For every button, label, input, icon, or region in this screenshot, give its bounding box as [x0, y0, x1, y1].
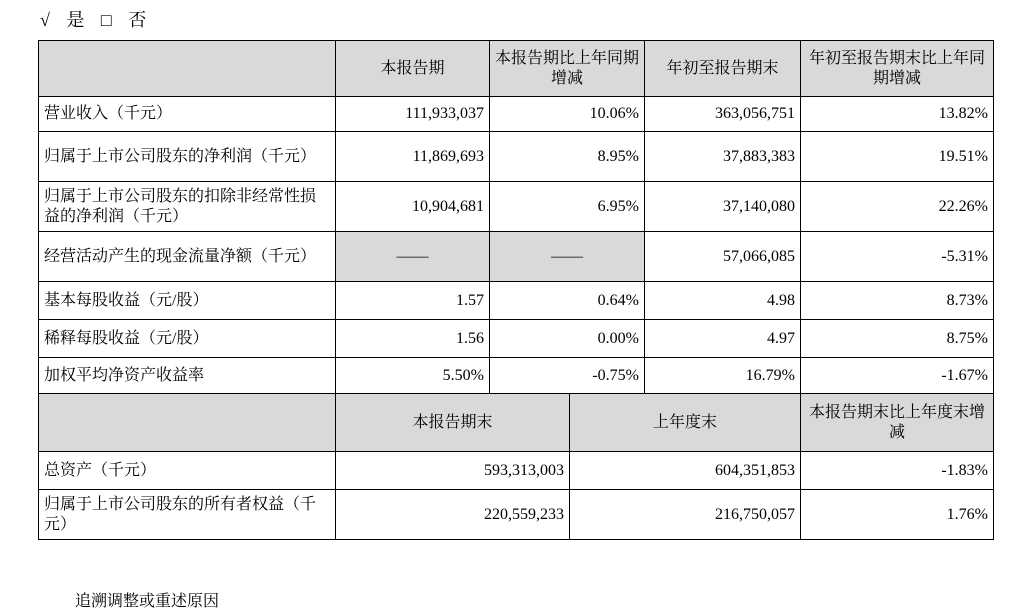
- header-ytd-yoy: 年初至报告期末比上年同期增减: [801, 41, 994, 97]
- value-cell: 604,351,853: [570, 452, 801, 490]
- value-cell: -1.83%: [801, 452, 994, 490]
- table-row: [39, 282, 994, 320]
- header-current-period-yoy: 本报告期比上年同期增减: [490, 41, 645, 97]
- value-cell: 0.64%: [490, 282, 645, 320]
- value-cell: 216,750,057: [570, 490, 801, 540]
- table-row: [39, 97, 994, 132]
- table-subheader-row: [39, 394, 994, 452]
- row-label: 归属于上市公司股东的所有者权益（千元）: [39, 490, 336, 540]
- value-cell: 10,904,681: [336, 182, 490, 232]
- header-blank-cell: [39, 41, 336, 97]
- value-cell: 220,559,233: [336, 490, 570, 540]
- table-row: [39, 232, 994, 282]
- table-row: [39, 490, 994, 540]
- financial-data-table: [38, 40, 994, 540]
- value-cell: 8.95%: [490, 132, 645, 182]
- header-period-end: 本报告期末: [336, 394, 570, 452]
- value-cell: 8.75%: [801, 320, 994, 358]
- table-row: [39, 320, 994, 358]
- value-cell: 1.76%: [801, 490, 994, 540]
- value-cell: -1.67%: [801, 358, 994, 394]
- value-cell: 13.82%: [801, 97, 994, 132]
- value-cell: 37,140,080: [645, 182, 801, 232]
- value-cell: 1.56: [336, 320, 490, 358]
- value-cell: 0.00%: [490, 320, 645, 358]
- row-label: 经营活动产生的现金流量净额（千元）: [39, 232, 336, 282]
- table-row: [39, 132, 994, 182]
- value-cell: 593,313,003: [336, 452, 570, 490]
- value-cell: -0.75%: [490, 358, 645, 394]
- header-period-end-change: 本报告期末比上年度末增减: [801, 394, 994, 452]
- value-cell-dash: ——: [490, 232, 645, 282]
- value-cell: 37,883,383: [645, 132, 801, 182]
- value-cell: 8.73%: [801, 282, 994, 320]
- value-cell: 4.98: [645, 282, 801, 320]
- table-row: [39, 182, 994, 232]
- value-cell: 57,066,085: [645, 232, 801, 282]
- value-cell-dash: ——: [336, 232, 490, 282]
- row-label: 营业收入（千元）: [39, 97, 336, 132]
- value-cell: 1.57: [336, 282, 490, 320]
- value-cell: 22.26%: [801, 182, 994, 232]
- value-cell: 5.50%: [336, 358, 490, 394]
- row-label: 稀释每股收益（元/股）: [39, 320, 336, 358]
- row-label: 总资产（千元）: [39, 452, 336, 490]
- row-label: 归属于上市公司股东的净利润（千元）: [39, 132, 336, 182]
- table-header-row: [39, 41, 994, 97]
- value-cell: 363,056,751: [645, 97, 801, 132]
- row-label: 归属于上市公司股东的扣除非经常性损益的净利润（千元）: [39, 182, 336, 232]
- value-cell: 16.79%: [645, 358, 801, 394]
- header-prior-year-end: 上年度末: [570, 394, 801, 452]
- row-label: 基本每股收益（元/股）: [39, 282, 336, 320]
- value-cell: 111,933,037: [336, 97, 490, 132]
- value-cell: 19.51%: [801, 132, 994, 182]
- table-row: [39, 452, 994, 490]
- value-cell: 11,869,693: [336, 132, 490, 182]
- row-label: 加权平均净资产收益率: [39, 358, 336, 394]
- value-cell: -5.31%: [801, 232, 994, 282]
- value-cell: 6.95%: [490, 182, 645, 232]
- header-current-period: 本报告期: [336, 41, 490, 97]
- restatement-reason-text: 追溯调整或重述原因: [75, 593, 220, 610]
- value-cell: 4.97: [645, 320, 801, 358]
- value-cell: 10.06%: [490, 97, 645, 132]
- table-row: [39, 358, 994, 394]
- header-blank-cell: [39, 394, 336, 452]
- header-ytd: 年初至报告期末: [645, 41, 801, 97]
- yes-no-options: √ 是 □ 否: [40, 10, 153, 30]
